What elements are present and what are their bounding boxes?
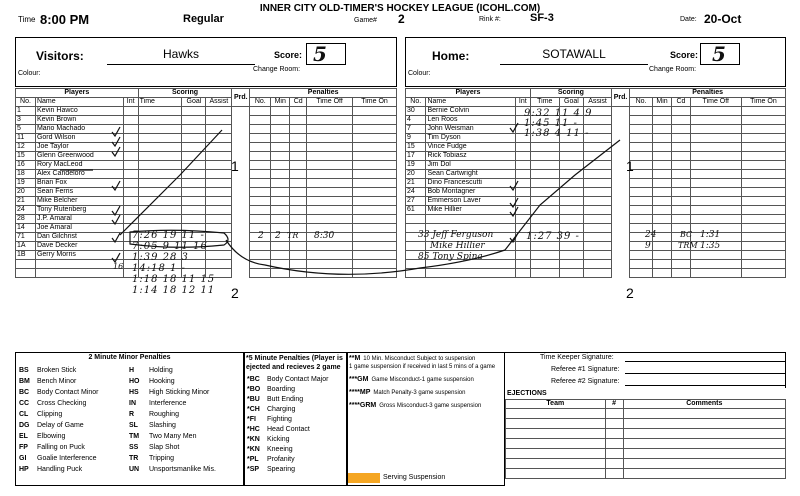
player-number: 27	[406, 197, 426, 206]
player-number: 9	[406, 134, 426, 143]
player-number: 7	[406, 125, 426, 134]
check-mark	[510, 198, 518, 207]
ejections-table	[505, 399, 786, 479]
legend-row	[18, 464, 240, 475]
check-mark	[112, 215, 120, 224]
player-number: 61	[406, 206, 426, 215]
major-penalties-table	[246, 375, 346, 475]
penalty-code: BC	[19, 388, 30, 396]
player-name: Emmerson Laver	[426, 197, 515, 206]
legend-row	[18, 387, 240, 398]
player-number: 21	[406, 179, 426, 188]
penalty-code: *BO	[247, 386, 261, 393]
legend-row	[18, 398, 240, 409]
home-col-no: No.	[406, 98, 426, 107]
misconduct-code: ***GM	[349, 376, 369, 383]
home-players-header: Players	[406, 89, 531, 98]
legend-row	[18, 420, 240, 431]
ejection-row[interactable]	[506, 469, 786, 479]
penalty-desc: Unsportsmanlike Mis.	[149, 465, 216, 473]
player-name: Bob Montagner	[426, 188, 515, 197]
player-name: Tony Rutenberg	[35, 206, 123, 215]
player-name: Dino Francescutti	[426, 179, 515, 188]
home-prd-header: Prd.	[611, 89, 629, 107]
hw-home-pen1-cd: BC	[680, 230, 693, 239]
hw-home-extra-3: 85 Tony Spina	[418, 252, 483, 262]
col-time-on: Time On	[353, 98, 397, 107]
player-name: Mike Belcher	[35, 197, 123, 206]
penalty-code: FP	[19, 443, 28, 451]
penalty-desc: Two Many Men	[149, 432, 197, 440]
ejection-row[interactable]	[506, 449, 786, 459]
col-time: Time	[138, 98, 182, 107]
hw-visitors-goal-5: 1:18 18 11 15	[132, 274, 216, 285]
legend-row	[246, 425, 346, 435]
col-no: No.	[16, 98, 36, 107]
player-number: 1	[16, 107, 36, 116]
player-number: 14	[16, 224, 36, 233]
penalty-desc: Body Contact Minor	[37, 388, 99, 396]
check-mark	[112, 253, 120, 262]
hw-visitors-goal-2: 7:05 9 11 16	[132, 241, 208, 252]
visitors-period-1: 1	[231, 158, 239, 174]
legend-row	[246, 465, 346, 475]
legend-row	[18, 453, 240, 464]
legend-row	[18, 376, 240, 387]
serving-suspension-label: Serving Suspension	[383, 474, 446, 481]
ejection-cell	[506, 459, 606, 469]
player-name: Rick Tobiasz	[426, 152, 515, 161]
player-name: Glenn Greenwood	[35, 152, 123, 161]
game-time: 8:00 PM	[40, 12, 90, 27]
penalty-code: IN	[129, 399, 136, 407]
misconduct-text: Match Penalty-3 game suspension	[373, 390, 466, 396]
misconduct-item	[349, 389, 504, 397]
hw-home-extra-2: Mike Hillier	[430, 241, 485, 251]
visitors-score-label: Score:	[274, 50, 303, 60]
legend-row	[18, 442, 240, 453]
penalty-code: EL	[19, 432, 28, 440]
player-number: 12	[16, 143, 36, 152]
serving-suspension-swatch	[348, 473, 380, 483]
check-mark	[510, 207, 518, 216]
penalty-desc: Bench Minor	[37, 377, 77, 385]
penalty-desc: Elbowing	[37, 432, 66, 440]
hw-home-pen2-no: 9	[645, 241, 651, 251]
penalty-desc: Hooking	[149, 377, 175, 385]
hw-home-pen2-cd: TRM	[678, 241, 698, 250]
strike-line	[120, 130, 222, 235]
home-score-label: Score:	[670, 50, 699, 60]
penalty-code: HP	[19, 465, 29, 473]
ejection-cell	[605, 439, 623, 449]
ejection-cell	[623, 439, 785, 449]
player-number: 71	[16, 233, 36, 242]
hw-visitors-pen-no: 2	[258, 231, 264, 241]
penalty-code: HS	[129, 388, 139, 396]
penalty-desc: Tripping	[149, 454, 175, 462]
ejections-number-header: #	[605, 400, 623, 409]
game-label: Game#	[354, 17, 377, 24]
col-assist: Assist	[206, 98, 232, 107]
misconduct-text: 10 Min. Misconduct Subject to suspension	[363, 356, 476, 362]
home-col-pen-no: No.	[630, 98, 653, 107]
minor-penalties-table	[18, 365, 240, 475]
penalty-desc: Slap Shot	[149, 443, 180, 451]
visitors-label: Visitors:	[36, 49, 84, 63]
misconduct-item	[349, 376, 504, 384]
ejections-comments-header: Comments	[623, 400, 785, 409]
penalty-code: SS	[129, 443, 139, 451]
penalty-desc: Cross Checking	[37, 399, 87, 407]
hw-visitors-goal-4: 14:18 1 -	[132, 263, 186, 274]
misconduct-code: ****GRM	[349, 402, 377, 409]
penalty-code: GI	[19, 454, 27, 462]
player-name: Joe Taylor	[35, 143, 123, 152]
rink-value: SF-3	[530, 12, 554, 24]
player-number: 1B	[16, 251, 36, 260]
penalty-code: TM	[129, 432, 140, 440]
penalty-code: *FI	[247, 416, 256, 423]
col-cd: Cd	[290, 98, 307, 107]
game-type: Regular	[183, 13, 224, 25]
hw-visitors-goal-1: 7:26 19 11 -	[132, 230, 205, 241]
player-number: 24	[16, 206, 36, 215]
penalty-desc: Kneeing	[267, 446, 293, 453]
ejection-cell	[506, 439, 606, 449]
player-name: Gerry Morris	[35, 251, 123, 260]
player-number: 11	[16, 134, 36, 143]
home-colour-label: Colour:	[408, 70, 431, 77]
timekeeper-signature-label: Time Keeper Signature:	[540, 354, 614, 361]
player-name: Sean Cartwright	[426, 170, 515, 179]
prd-header: Prd.	[232, 89, 250, 107]
ejection-cell	[506, 449, 606, 459]
hw-home-pen1-no: 24	[645, 230, 657, 240]
ejection-cell	[605, 449, 623, 459]
misconduct-code: **M	[349, 355, 361, 362]
home-col-goal: Goal	[559, 98, 584, 107]
penalty-code: R	[129, 410, 135, 418]
penalty-code: TR	[129, 454, 139, 462]
player-name: Kevin Brown	[35, 116, 123, 125]
penalty-desc: Boarding	[267, 386, 296, 393]
penalty-desc: Goalie Interference	[37, 454, 97, 462]
hw-visitors-goal-6: 1:14 18 12 11	[132, 285, 216, 296]
home-period-2: 2	[626, 285, 634, 301]
league-title: INNER CITY OLD-TIMER'S HOCKEY LEAGUE (ICOHL.COM)	[259, 3, 541, 14]
home-label: Home:	[432, 49, 470, 63]
misconduct-text: Game Misconduct-1 game suspension	[371, 377, 474, 383]
legend-row	[246, 455, 346, 465]
ejection-cell	[623, 429, 785, 439]
check-mark	[112, 181, 120, 190]
check-mark	[510, 123, 518, 132]
penalty-desc: Fighting	[267, 416, 292, 423]
player-name: Mike Hillier	[426, 206, 515, 215]
player-name: Len Roos	[426, 116, 515, 125]
penalty-desc: Spearing	[267, 466, 296, 473]
home-col-time-off: Time Off	[690, 98, 741, 107]
home-team-name: SOTAWALL	[500, 47, 648, 65]
home-col-cd: Cd	[672, 98, 690, 107]
legend-row	[18, 431, 240, 442]
penalty-desc: Kicking	[267, 436, 290, 443]
rink-label: Rink #:	[479, 16, 501, 23]
penalty-desc: Falling on Puck	[37, 443, 85, 451]
penalty-code: DG	[19, 421, 30, 429]
ejection-cell	[605, 419, 623, 429]
penalty-code: CC	[19, 399, 30, 407]
penalty-code: *CH	[247, 406, 260, 413]
player-name: Dan Gilchrist	[35, 233, 123, 242]
player-name: Sean Ferris	[35, 188, 123, 197]
player-number: 4	[406, 116, 426, 125]
penalty-code: *PL	[247, 456, 259, 463]
visitors-colour-label: Colour:	[18, 70, 41, 77]
ejection-cell	[623, 459, 785, 469]
player-number: 24	[406, 188, 426, 197]
minor-penalties-title: 2 Minute Minor Penalties	[88, 354, 171, 361]
misconduct-list	[349, 355, 504, 415]
referee1-signature-line[interactable]	[625, 373, 785, 374]
major-penalties-title: *5 Minute Penalties (Player is ejected and recieves 2 game	[246, 355, 343, 371]
time-label: Time	[18, 15, 36, 24]
penalty-desc: Butt Ending	[267, 396, 304, 403]
penalty-code: CL	[19, 410, 29, 418]
ejection-cell	[605, 459, 623, 469]
ejection-cell	[623, 469, 785, 479]
ejection-cell	[623, 409, 785, 419]
hw-visitors-pen-min: 2	[275, 231, 281, 241]
visitors-team-name: Hawks	[107, 47, 255, 65]
ejection-cell	[623, 449, 785, 459]
misconduct-subtext: 1 game suspension if received in last 5 mins of a game	[349, 364, 496, 370]
col-min: Min	[271, 98, 290, 107]
legend-row	[18, 365, 240, 376]
player-number: 18	[16, 170, 36, 179]
penalty-code: H	[129, 366, 135, 374]
referee2-signature-line[interactable]	[625, 385, 785, 386]
ejection-row[interactable]	[506, 459, 786, 469]
visitors-change-room-label: Change Room:	[253, 66, 301, 73]
misconduct-item	[349, 402, 504, 410]
date-label: Date:	[680, 16, 697, 23]
player-name: Vince Fudge	[426, 143, 515, 152]
player-name: Alex Candeloro	[35, 170, 123, 179]
ejection-row[interactable]	[506, 439, 786, 449]
hw-visitors-pen-cd: TR	[287, 231, 299, 240]
game-date: 20-Oct	[704, 12, 742, 26]
ejection-cell	[605, 409, 623, 419]
referee1-signature-label: Referee #1 Signature:	[551, 366, 620, 373]
check-mark	[112, 147, 120, 156]
legend-row	[246, 415, 346, 425]
player-number: 30	[406, 107, 426, 116]
penalty-code: UN	[129, 465, 140, 473]
penalty-code: SL	[129, 421, 138, 429]
player-name: Kevin Hawco	[35, 107, 123, 116]
penalty-desc: High Sticking Minor	[149, 388, 210, 396]
ejections-title: EJECTIONS	[507, 390, 547, 397]
penalty-code: BM	[19, 377, 30, 385]
visitors-period-2: 2	[231, 285, 239, 301]
penalty-code: BS	[19, 366, 29, 374]
misconduct-text: Gross Misconduct-3 game suspension	[379, 403, 482, 409]
ejection-row[interactable]	[506, 409, 786, 419]
ejection-cell	[506, 419, 606, 429]
penalty-desc: Broken Stick	[37, 366, 77, 374]
player-number: 15	[16, 152, 36, 161]
col-int: Int	[123, 98, 138, 107]
player-number: 3	[16, 116, 36, 125]
penalty-desc: Clipping	[37, 410, 63, 418]
ejections-team-header: Team	[506, 400, 606, 409]
penalties-header: Penalties	[250, 89, 397, 98]
referee2-signature-label: Referee #2 Signature:	[551, 378, 620, 385]
ejection-cell	[605, 469, 623, 479]
home-score: 5	[712, 42, 726, 66]
hw-home-pen2-off: 1:35	[700, 241, 721, 251]
player-name: Joe Amaral	[35, 224, 123, 233]
penalty-code: *KN	[247, 446, 260, 453]
home-period-1: 1	[626, 158, 634, 174]
player-name: Brian Fox	[35, 179, 123, 188]
legend-row	[246, 435, 346, 445]
home-col-min: Min	[652, 98, 671, 107]
col-name: Name	[35, 98, 123, 107]
home-col-assist: Assist	[584, 98, 612, 107]
check-mark	[510, 181, 518, 190]
misconduct-item	[349, 355, 504, 371]
hw-home-goal-2: 1:45 11 -	[524, 118, 578, 129]
penalty-code: HO	[129, 377, 140, 385]
player-name: Rory MacLeod	[35, 161, 123, 170]
player-number: 16	[16, 161, 36, 170]
penalty-desc: Roughing	[149, 410, 179, 418]
player-name: Jim Dol	[426, 161, 515, 170]
penalty-code: *SP	[247, 466, 260, 473]
player-number: 17	[406, 152, 426, 161]
penalty-code: *KN	[247, 436, 260, 443]
penalty-desc: Slashing	[149, 421, 176, 429]
player-name: Dave Decker	[35, 242, 123, 251]
player-name: Tim Dyson	[426, 134, 515, 143]
penalty-desc: Head Contact	[267, 426, 310, 433]
col-time-off: Time Off	[307, 98, 353, 107]
col-goal: Goal	[182, 98, 206, 107]
player-name: Gord Wilson	[35, 134, 123, 143]
penalty-code: *BU	[247, 396, 260, 403]
player-number: 5	[16, 125, 36, 134]
player-number: 20	[406, 170, 426, 179]
home-scoring-header: Scoring	[530, 89, 611, 98]
player-name: John Weisman	[426, 125, 515, 134]
players-header: Players	[16, 89, 139, 98]
legend-row	[246, 445, 346, 455]
visitors-score: 5	[313, 42, 327, 66]
ejection-cell	[623, 419, 785, 429]
penalty-desc: Interference	[149, 399, 187, 407]
hw-home-goal-1: 9:32 11 4 9	[524, 108, 593, 119]
home-col-int: Int	[515, 98, 530, 107]
hw-home-goal-3: 1:38 4 11 -	[524, 128, 590, 139]
penalty-code: *BC	[247, 376, 260, 383]
home-col-time-on: Time On	[741, 98, 785, 107]
player-number: 1A	[16, 242, 36, 251]
penalty-code: *HC	[247, 426, 260, 433]
scoring-header: Scoring	[138, 89, 232, 98]
penalty-desc: Delay of Game	[37, 421, 84, 429]
player-number: 21	[16, 197, 36, 206]
penalty-desc: Profanity	[267, 456, 295, 463]
ejection-cell	[506, 409, 606, 419]
ejection-cell	[605, 429, 623, 439]
home-penalties-header: Penalties	[630, 89, 786, 98]
timekeeper-signature-line[interactable]	[625, 361, 785, 362]
player-name: Bernie Colvin	[426, 107, 515, 116]
legend-row	[246, 375, 346, 385]
penalty-desc: Handling Puck	[37, 465, 83, 473]
home-col-name: Name	[426, 98, 515, 107]
ejection-cell	[506, 469, 606, 479]
hw-visitors-int: 16	[113, 262, 124, 271]
legend-row	[18, 409, 240, 420]
check-mark	[112, 137, 120, 146]
player-number: 19	[406, 161, 426, 170]
hw-home-extra-1: 33 Jeff Ferguson	[418, 230, 494, 240]
home-col-time: Time	[530, 98, 559, 107]
hw-visitors-goal-3: 1:39 28 3	[132, 252, 189, 263]
ejection-cell	[506, 429, 606, 439]
check-mark	[112, 233, 120, 242]
hw-visitors-pen-off: 8:30	[314, 231, 335, 241]
ejection-row[interactable]	[506, 419, 786, 429]
col-pen-no: No.	[250, 98, 271, 107]
player-number: 19	[16, 179, 36, 188]
legend-row	[246, 405, 346, 415]
penalty-desc: Charging	[267, 406, 296, 413]
player-number: 20	[16, 188, 36, 197]
hw-home-goal-4: 1:27 39 -	[526, 231, 580, 242]
penalty-desc: Body Contact Major	[267, 376, 329, 383]
hw-home-pen1-off: 1:31	[700, 230, 721, 240]
check-mark	[112, 206, 120, 215]
player-number: 28	[16, 215, 36, 224]
penalty-desc: Holding	[149, 366, 173, 374]
legend-row	[246, 385, 346, 395]
player-name: J.P. Amaral	[35, 215, 123, 224]
check-mark	[112, 127, 120, 136]
home-change-room-label: Change Room:	[649, 66, 697, 73]
player-name: Mario Machado	[35, 125, 123, 134]
legend-row	[246, 395, 346, 405]
player-number: 15	[406, 143, 426, 152]
ejection-row[interactable]	[506, 429, 786, 439]
game-number: 2	[398, 12, 405, 26]
misconduct-code: ****MP	[349, 389, 371, 396]
